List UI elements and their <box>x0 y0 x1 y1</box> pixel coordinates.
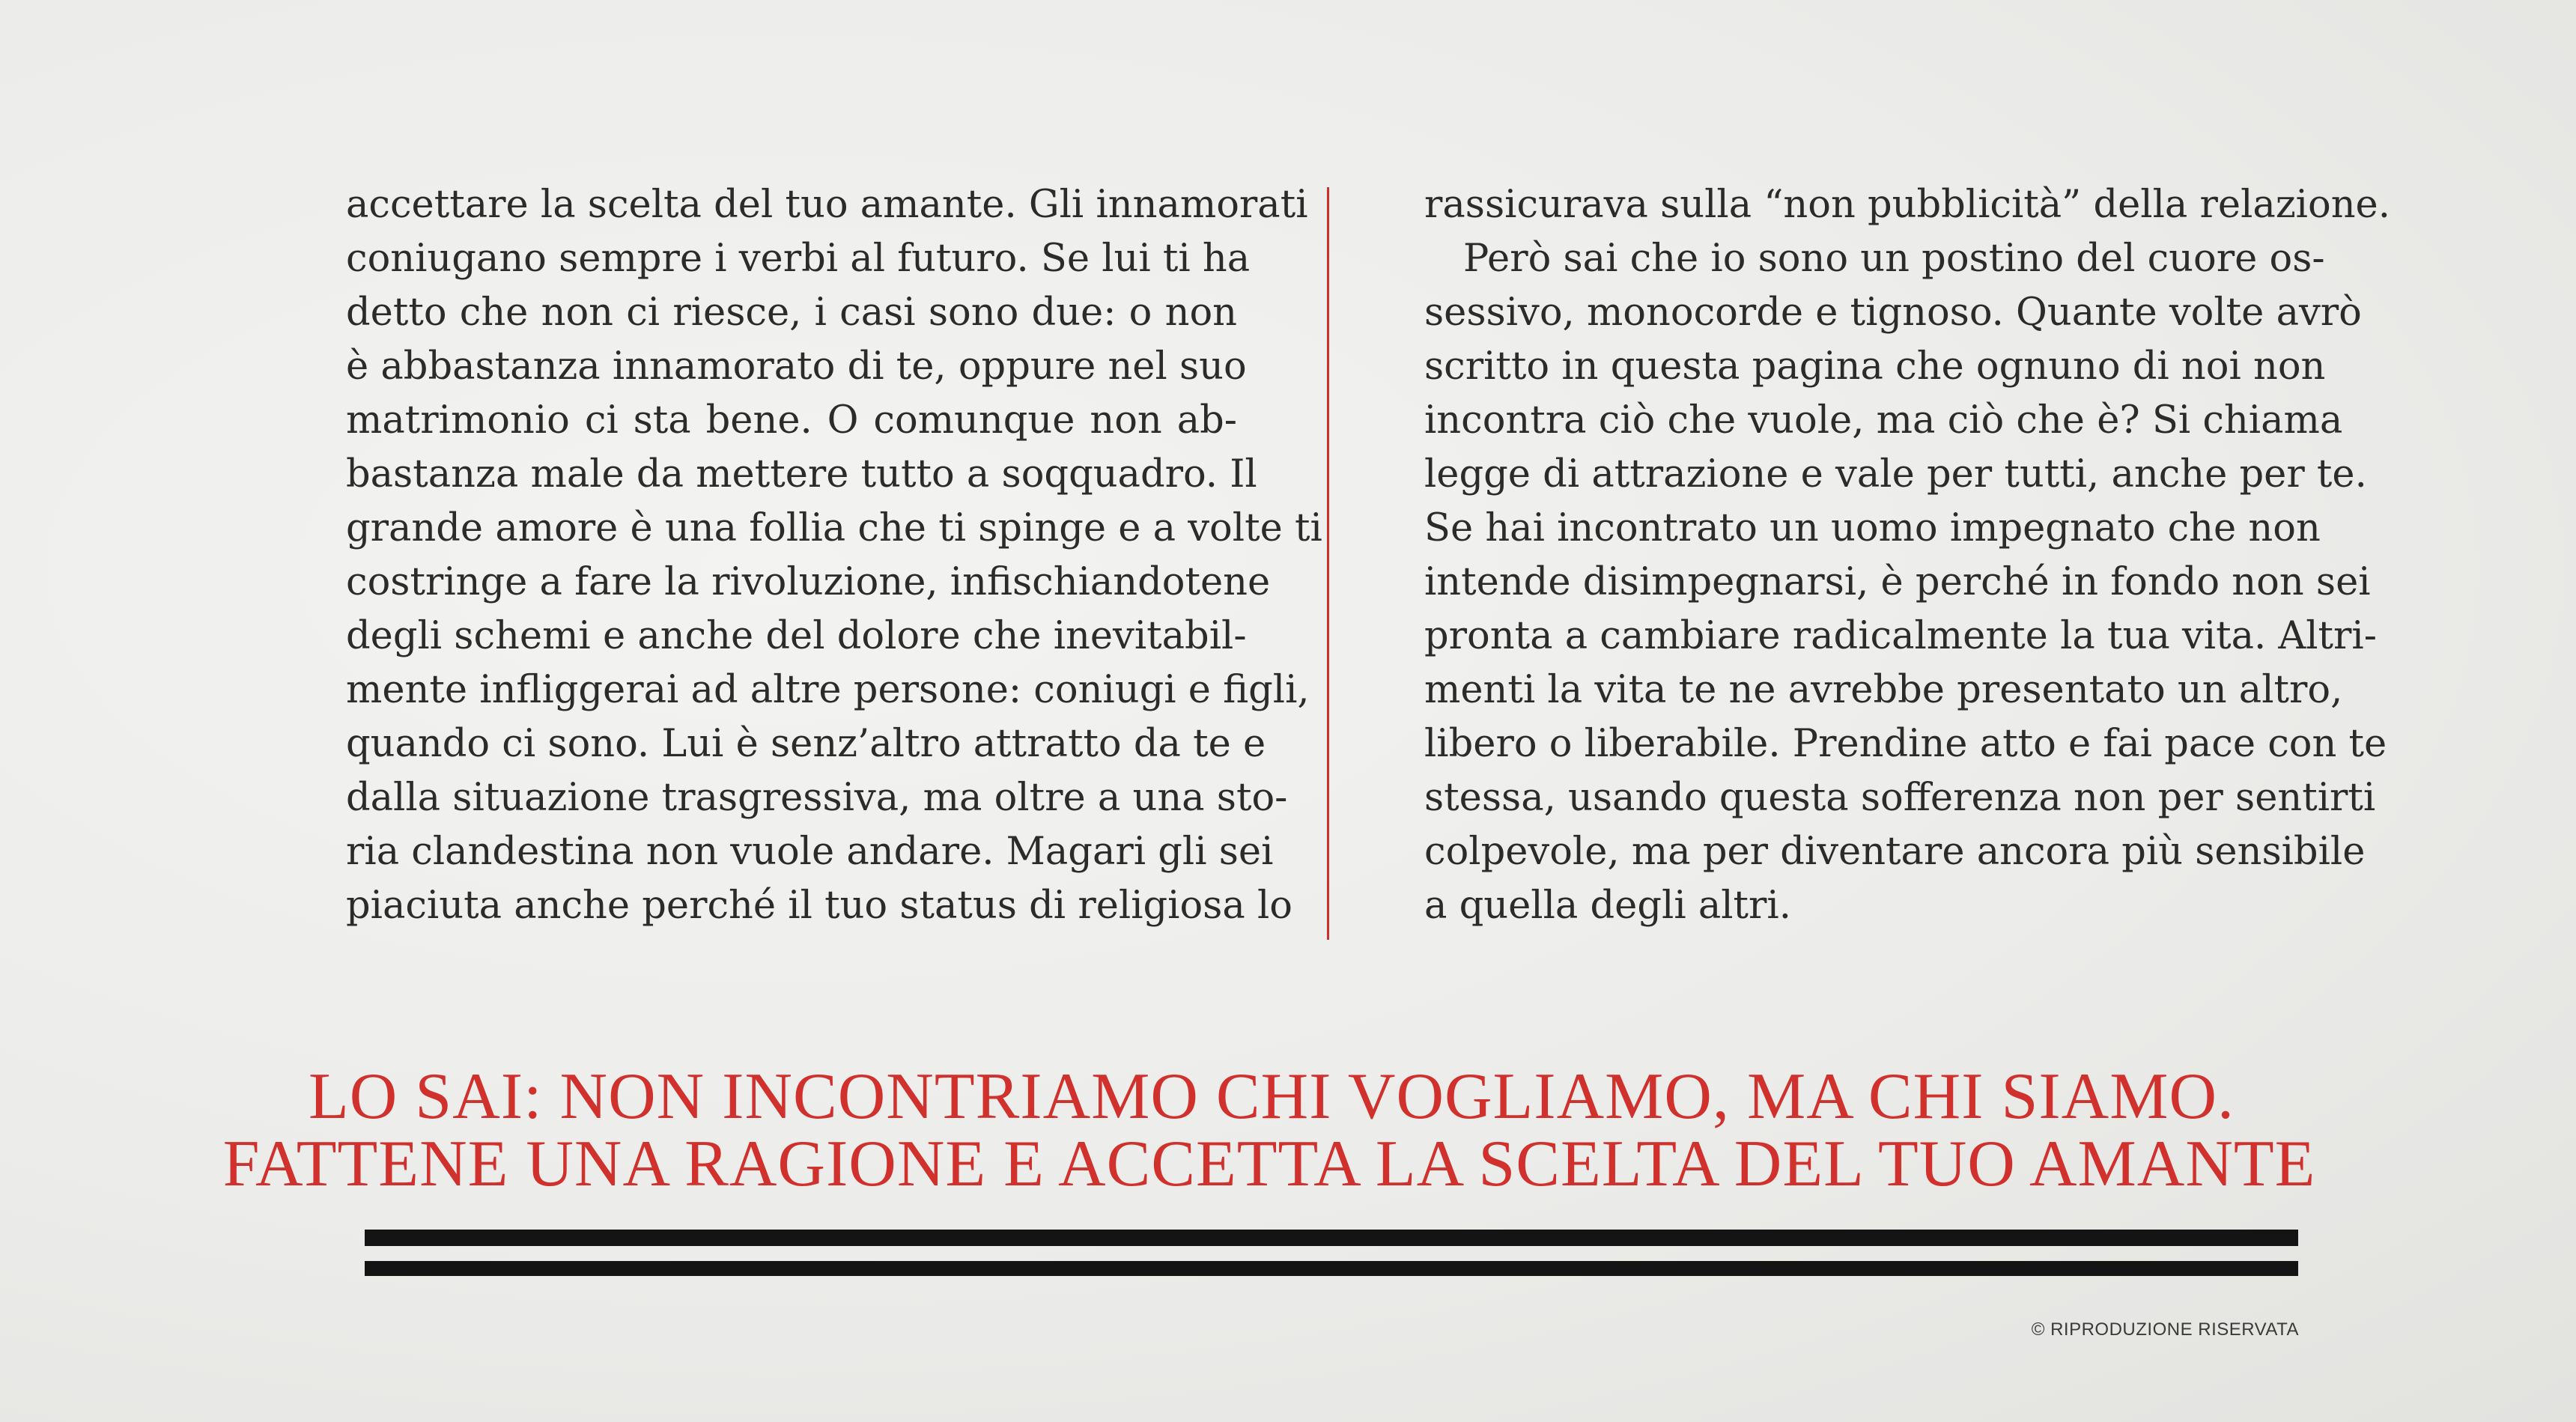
text-line: è abbastanza innamorato di te, oppure nel suo <box>346 344 1247 389</box>
text-line: sessivo, monocorde e tignoso. Quante volte avrò <box>1424 291 2362 335</box>
text-line: grande amore è una follia che ti spinge e a volte ti <box>346 506 1322 550</box>
text-line: accettare la scelta del tuo amante. Gli innamorati <box>346 183 1308 227</box>
article-column-left <box>346 178 1322 933</box>
text-line: legge di attrazione e vale per tutti, anche per te. <box>1424 452 2367 496</box>
text-line: intende disimpegnarsi, è perché in fondo non sei <box>1424 560 2371 604</box>
text-line: pronta a cambiare radicalmente la tua vita. Altri- <box>1424 614 2377 658</box>
text-line: stessa, usando questa sofferenza non per sentirti <box>1424 776 2376 820</box>
text-line: libero o liberabile. Prendine atto e fai pace con te <box>1424 722 2387 766</box>
text-line: colpevole, ma per diventare ancora più sensibile <box>1424 830 2366 874</box>
text-line: scritto in questa pagina che ognuno di noi non <box>1424 344 2326 389</box>
copyright-notice: © RIPRODUZIONE RISERVATA <box>2031 1319 2299 1340</box>
text-line: piaciuta anche perché il tuo status di religiosa lo <box>346 884 1292 928</box>
text-line: a quella degli altri. <box>1424 884 1791 928</box>
text-line: coniugano sempre i verbi al futuro. Se lui ti ha <box>346 237 1251 281</box>
article-column-right <box>1424 178 2390 933</box>
decorative-rule-top <box>365 1230 2298 1246</box>
text-line: dalla situazione trasgressiva, ma oltre a una sto- <box>346 776 1288 820</box>
text-line: menti la vita te ne avrebbe presentato un altro, <box>1424 668 2343 712</box>
text-line: detto che non ci riesce, i casi sono due: o non <box>346 291 1237 335</box>
text-line: bastanza male da mettere tutto a soqquadro. Il <box>346 452 1257 496</box>
pullquote-line-2: FATTENE UNA RAGIONE E ACCETTA LA SCELTA DEL TUO AMANTE <box>222 1128 2316 1200</box>
pullquote-line-1: LO SAI: NON INCONTRIAMO CHI VOGLIAMO, MA CHI SIAMO. <box>308 1060 2235 1133</box>
text-line: costringe a fare la rivoluzione, infischiandotene <box>346 560 1271 604</box>
text-line: mente infliggerai ad altre persone: coniugi e figli, <box>346 668 1310 712</box>
decorative-rule-bottom <box>365 1261 2298 1276</box>
text-line: Se hai incontrato un uomo impegnato che non <box>1424 506 2321 550</box>
text-line: degli schemi e anche del dolore che inevitabil- <box>346 614 1247 658</box>
column-divider <box>1327 187 1329 940</box>
text-line: incontra ciò che vuole, ma ciò che è? Si chiama <box>1424 398 2343 443</box>
text-line: matrimonio ci sta bene. O comunque non ab- <box>346 398 1237 443</box>
text-line: Però sai che io sono un postino del cuore os- <box>1463 237 2325 281</box>
text-line: quando ci sono. Lui è senz’altro attratto da te e <box>346 722 1266 766</box>
text-line: ria clandestina non vuole andare. Magari gli sei <box>346 830 1274 874</box>
text-line: rassicurava sulla “non pubblicità” della relazione. <box>1424 183 2390 227</box>
